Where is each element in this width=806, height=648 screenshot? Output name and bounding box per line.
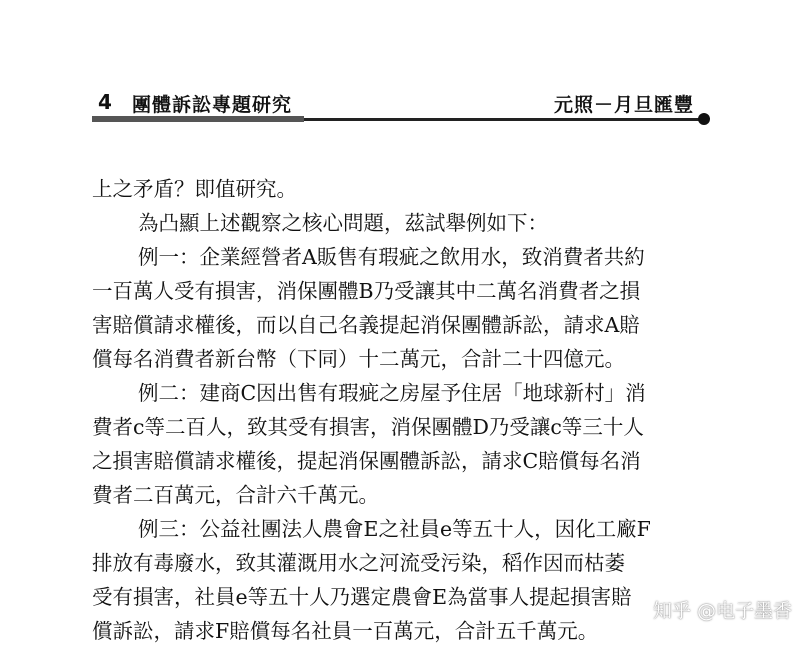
page-number: 4 bbox=[98, 90, 112, 114]
text-line: 例一：企業經營者A販售有瑕疵之飲用水，致消費者共約 bbox=[138, 245, 645, 269]
text-line: 例二：建商C因出售有瑕疵之房屋予住居「地球新村」消 bbox=[138, 381, 646, 405]
text-line: 償訴訟，請求F賠償每名社員一百萬元，合計五千萬元。 bbox=[92, 619, 599, 643]
text-line: 之損害賠償請求權後，提起消保團體訴訟，請求C賠償每名消 bbox=[92, 449, 641, 473]
text-line: 受有損害，社員e等五十人乃選定農會E為當事人提起損害賠 bbox=[92, 585, 632, 609]
text-line: 上之矛盾？即值研究。 bbox=[92, 177, 297, 201]
text-line: 一百萬人受有損害，消保團體B乃受讓其中二萬名消費者之損 bbox=[92, 279, 641, 303]
watermark: 知乎 @电子墨香 bbox=[652, 600, 792, 622]
text-line: 費者c等二百人，致其受有損害，消保團體D乃受讓c等三十人 bbox=[92, 415, 644, 439]
text-line: 償每名消費者新台幣（下同）十二萬元，合計二十四億元。 bbox=[92, 347, 625, 371]
text-line: 害賠償請求權後，而以自己名義提起消保團體訴訟，請求A賠 bbox=[92, 313, 640, 337]
text-line: 為凸顯上述觀察之核心問題，茲試舉例如下： bbox=[138, 211, 548, 235]
body-text bbox=[92, 172, 708, 648]
page-header bbox=[92, 88, 704, 118]
header-rule-dot bbox=[698, 113, 710, 125]
book-title: 團體訴訟專題研究 bbox=[132, 94, 293, 116]
header-rule-accent bbox=[92, 116, 304, 122]
text-line: 費者二百萬元，合計六千萬元。 bbox=[92, 483, 379, 507]
text-line: 例三：公益社團法人農會E之社員e等五十人，因化工廠F bbox=[138, 517, 651, 541]
running-author: 元照－月旦匯豐 bbox=[553, 94, 694, 116]
text-line: 排放有毒廢水，致其灌溉用水之河流受污染，稻作因而枯萎 bbox=[92, 551, 625, 575]
